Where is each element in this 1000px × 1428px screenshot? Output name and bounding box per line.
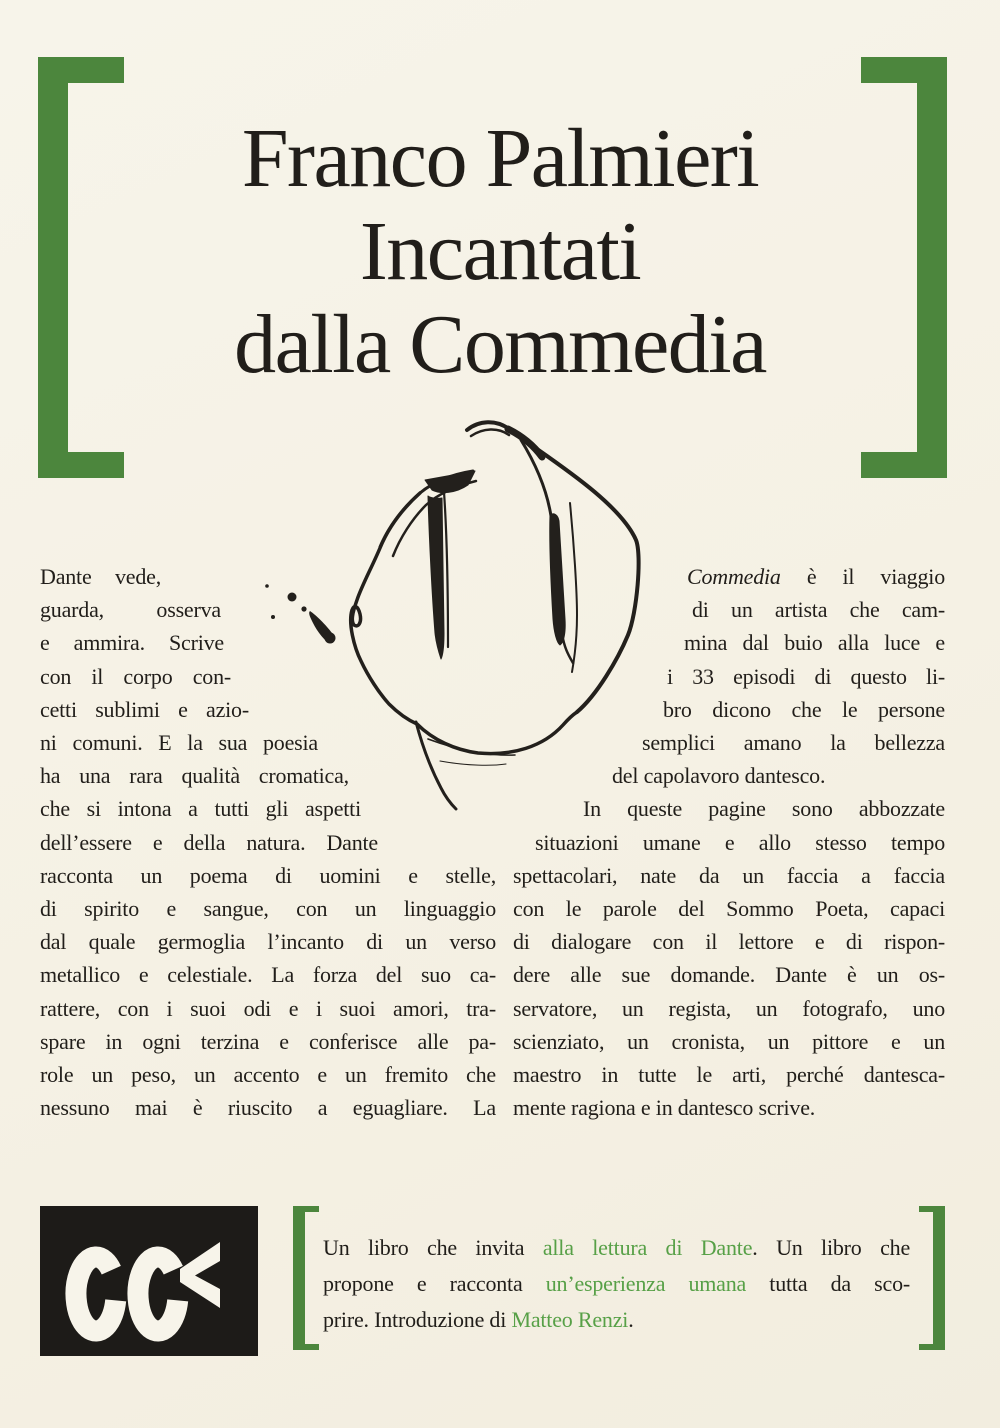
text-segment: dal quale germoglia l’incanto di un verso xyxy=(40,929,496,955)
text-line xyxy=(40,1091,496,1124)
text-segment: metallico e celestiale. La forza del suo ca- xyxy=(40,962,496,988)
text-segment: bro dicono che le persone xyxy=(663,696,945,722)
text-line xyxy=(323,1230,910,1266)
text-line xyxy=(684,626,945,659)
accent-green-text: Matteo Renzi xyxy=(511,1307,629,1332)
text-line xyxy=(40,1025,496,1058)
text-segment: role un peso, un accento e un fremito che xyxy=(40,1062,496,1088)
text-segment: cetti sublimi e azio- xyxy=(40,696,249,722)
text-line xyxy=(323,1266,910,1302)
text-line xyxy=(513,892,945,925)
text-line xyxy=(513,958,945,991)
back-blurb xyxy=(323,1230,910,1338)
text-segment: spare in ogni terzina e conferisce alle pa- xyxy=(40,1028,496,1054)
text-segment: che si intona a tutti gli aspetti xyxy=(40,796,361,822)
text-segment: con le parole del Sommo Poeta, capaci xyxy=(513,896,945,922)
text-line xyxy=(667,660,945,693)
text-segment: i 33 episodi di questo li- xyxy=(667,663,945,689)
text-line xyxy=(40,859,496,892)
text-line xyxy=(40,792,361,825)
text-segment: servatore, un regista, un fotografo, uno xyxy=(513,995,945,1021)
text-segment: con il corpo con- xyxy=(40,663,231,689)
text-segment: e ammira. Scrive xyxy=(40,630,224,656)
text-line xyxy=(40,958,496,991)
italic-title-word: Commedia xyxy=(687,564,781,589)
text-line xyxy=(663,693,945,726)
text-line xyxy=(583,792,945,825)
text-line xyxy=(642,726,945,759)
blurb-left-bracket-icon xyxy=(293,1206,319,1350)
text-line xyxy=(40,925,496,958)
text-segment: Franco Palmieri xyxy=(241,112,759,205)
text-line xyxy=(323,1302,910,1338)
text-line xyxy=(40,1058,496,1091)
text-segment: mina dal buio alla luce e xyxy=(684,630,945,656)
book-title xyxy=(0,112,1000,391)
text-line xyxy=(40,626,224,659)
text-segment: dalla Commedia xyxy=(234,298,766,391)
text-segment: maestro in tutte le arti, perché dantesca- xyxy=(513,1062,945,1088)
text-line xyxy=(0,112,1000,205)
publisher-logo-cc-icon xyxy=(40,1206,258,1356)
text-segment: è il viaggio xyxy=(780,564,945,589)
text-line xyxy=(40,693,249,726)
text-segment: tutta da sco- xyxy=(746,1271,910,1296)
accent-green-text: alla lettura di Dante xyxy=(542,1235,753,1260)
text-segment: propone e racconta xyxy=(323,1271,546,1296)
text-line xyxy=(40,660,231,693)
text-segment: situazioni umane e allo stesso tempo xyxy=(535,829,945,855)
text-line xyxy=(513,859,945,892)
text-segment: racconta un poema di uomini e stelle, xyxy=(40,862,496,888)
text-segment: dere alle sue domande. Dante è un os- xyxy=(513,962,945,988)
text-segment: di spirito e sangue, con un linguaggio xyxy=(40,896,496,922)
left-text-column xyxy=(40,560,496,1124)
text-line xyxy=(687,560,945,593)
text-line xyxy=(513,925,945,958)
text-line xyxy=(513,1025,945,1058)
text-line xyxy=(513,1091,945,1124)
text-segment: scienziato, un cronista, un pittore e un xyxy=(513,1028,945,1054)
text-segment: del capolavoro dantesco. xyxy=(612,763,826,789)
text-line xyxy=(40,726,318,759)
text-segment: Dante vede, xyxy=(40,564,161,589)
text-segment: mente ragiona e in dantesco scrive. xyxy=(513,1095,816,1121)
text-line xyxy=(40,892,496,925)
text-segment: Incantati xyxy=(359,205,641,298)
text-line xyxy=(40,992,496,1025)
text-segment: ni comuni. E la sua poesia xyxy=(40,730,318,756)
text-segment: dell’essere e della natura. Dante xyxy=(40,829,378,855)
text-segment: semplici amano la bellezza xyxy=(642,730,945,756)
text-segment: In queste pagine sono abbozzate xyxy=(583,796,945,822)
text-line xyxy=(40,826,378,859)
text-line xyxy=(40,560,161,593)
text-segment: spettacolari, nate da un faccia a faccia xyxy=(513,862,945,888)
text-segment: prire. Introduzione di xyxy=(323,1307,512,1332)
text-line xyxy=(0,205,1000,298)
text-line xyxy=(692,593,945,626)
text-segment: di un artista che cam- xyxy=(692,597,945,623)
text-segment: di dialogare con il lettore e di rispon- xyxy=(513,929,945,955)
text-segment: guarda, osserva xyxy=(40,597,221,623)
blurb-right-bracket-icon xyxy=(919,1206,945,1350)
text-line xyxy=(40,593,221,626)
text-line xyxy=(0,298,1000,391)
text-segment: . xyxy=(628,1307,634,1332)
text-line xyxy=(40,759,349,792)
text-segment: Un libro che invita xyxy=(323,1235,543,1260)
text-line xyxy=(513,992,945,1025)
text-line xyxy=(612,759,945,792)
text-line xyxy=(513,1058,945,1091)
text-line xyxy=(535,826,945,859)
text-segment: nessuno mai è riuscito a eguagliare. La xyxy=(40,1095,496,1121)
right-text-column xyxy=(513,560,945,1124)
text-segment: rattere, con i suoi odi e i suoi amori, tra- xyxy=(40,995,496,1021)
text-segment: . Un libro che xyxy=(752,1235,911,1260)
text-segment: ha una rara qualità cromatica, xyxy=(40,763,349,789)
accent-green-text: un’esperienza umana xyxy=(545,1271,747,1296)
